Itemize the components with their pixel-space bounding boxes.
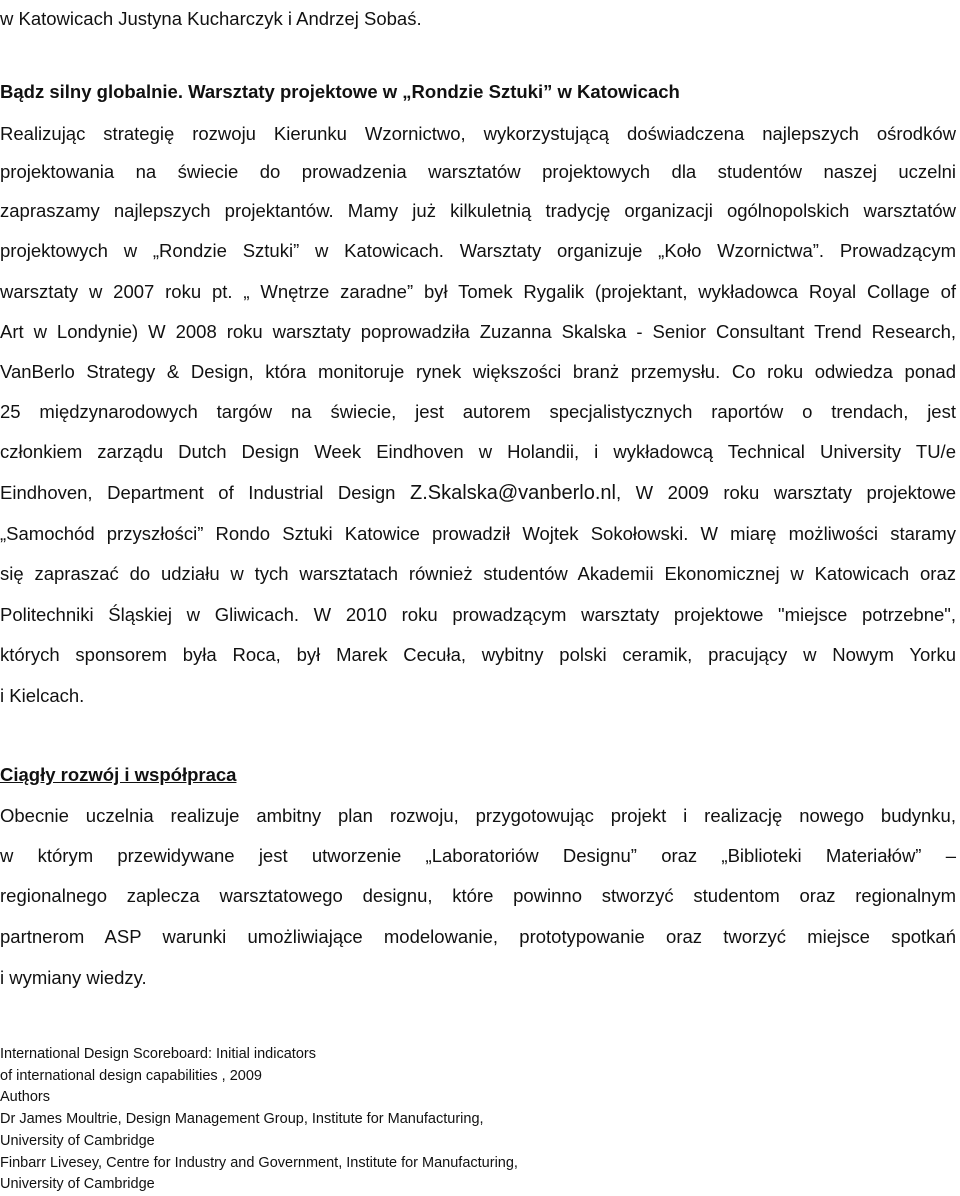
paragraph-line: Art w Londynie) W 2008 roku warsztaty poprowadziła Zuzanna Skalska - Senior Consultant Trend Research, [0,321,956,342]
reference-line: Authors [0,1089,50,1105]
reference-line: of international design capabilities , 2009 [0,1068,262,1084]
paragraph-line-end: , W 2009 roku warsztaty projektowe [615,482,956,503]
paragraph-line: regionalnego zaplecza warsztatowego designu, które powinno stworzyć studentom oraz regionalnym [0,885,956,906]
paragraph-line: projektowania na świecie do prowadzenia warsztatów projektowych dla studentów naszej uczelni [0,161,956,182]
paragraph-line: Realizując strategię rozwoju Kierunku Wzornictwo, wykorzystującą doświadczena najlepszych ośrodków [0,123,956,144]
paragraph-line: VanBerlo Strategy & Design, która monitoruje rynek większości branż przemysłu. Co roku odwiedza ponad [0,361,956,382]
paragraph-line-start: Eindhoven, Department of Industrial Design [0,482,396,503]
reference-line: International Design Scoreboard: Initial indicators [0,1046,316,1062]
paragraph-line: członkiem zarządu Dutch Design Week Eindhoven w Holandii, i wykładowcą Technical University TU/e [0,441,956,462]
reference-line: University of Cambridge [0,1133,155,1149]
paragraph-line: zapraszamy najlepszych projektantów. Mamy już kilkuletnią tradycję organizacji ogólnopolskich warsztatów [0,200,956,221]
section-heading-workshops: Bądz silny globalnie. Warsztaty projektowe w „Rondzie Sztuki” w Katowicach [0,81,680,102]
paragraph-line: Obecnie uczelnia realizuje ambitny plan rozwoju, przygotowując projekt i realizację nowego budynku, [0,805,956,826]
top-line: w Katowicach Justyna Kucharczyk i Andrzej Sobaś. [0,8,422,29]
paragraph-line: w którym przewidywane jest utworzenie „Laboratoriów Designu” oraz „Biblioteki Materiałów” – [0,845,956,866]
section-heading-development: Ciągły rozwój i współpraca [0,764,237,785]
paragraph-line: i Kielcach. [0,685,85,706]
paragraph-line: i wymiany wiedzy. [0,967,147,988]
paragraph-line: projektowych w „Rondzie Sztuki” w Katowicach. Warsztaty organizuje „Koło Wzornictwa”. Prowadzącym [0,240,956,261]
paragraph-line: się zapraszać do udziału w tych warsztatach również studentów Akademii Ekonomicznej w Katowicach oraz [0,563,956,584]
paragraph-line: partnerom ASP warunki umożliwiające modelowanie, prototypowanie oraz tworzyć miejsce spotkań [0,926,956,947]
paragraph-line: Politechniki Śląskiej w Gliwicach. W 2010 roku prowadzącym warsztaty projektowe "miejsce potrzebne", [0,604,956,625]
paragraph-line-with-email [0,481,956,505]
email-text: Z.Skalska@vanberlo.nl [410,482,616,504]
reference-line: Dr James Moultrie, Design Management Group, Institute for Manufacturing, [0,1111,484,1127]
paragraph-line: których sponsorem była Roca, był Marek Cecuła, wybitny polski ceramik, pracujący w Nowym Yorku [0,644,956,665]
reference-line: Finbarr Livesey, Centre for Industry and Government, Institute for Manufacturing, [0,1155,518,1171]
reference-line: University of Cambridge [0,1176,155,1192]
paragraph-line: „Samochód przyszłości” Rondo Sztuki Katowice prowadził Wojtek Sokołowski. W miarę możliwości staramy [0,523,956,544]
paragraph-line: 25 międzynarodowych targów na świecie, jest autorem specjalistycznych raportów o trendach, jest [0,401,956,422]
paragraph-line: warsztaty w 2007 roku pt. „ Wnętrze zaradne” był Tomek Rygalik (projektant, wykładowca Royal Collage of [0,281,956,302]
